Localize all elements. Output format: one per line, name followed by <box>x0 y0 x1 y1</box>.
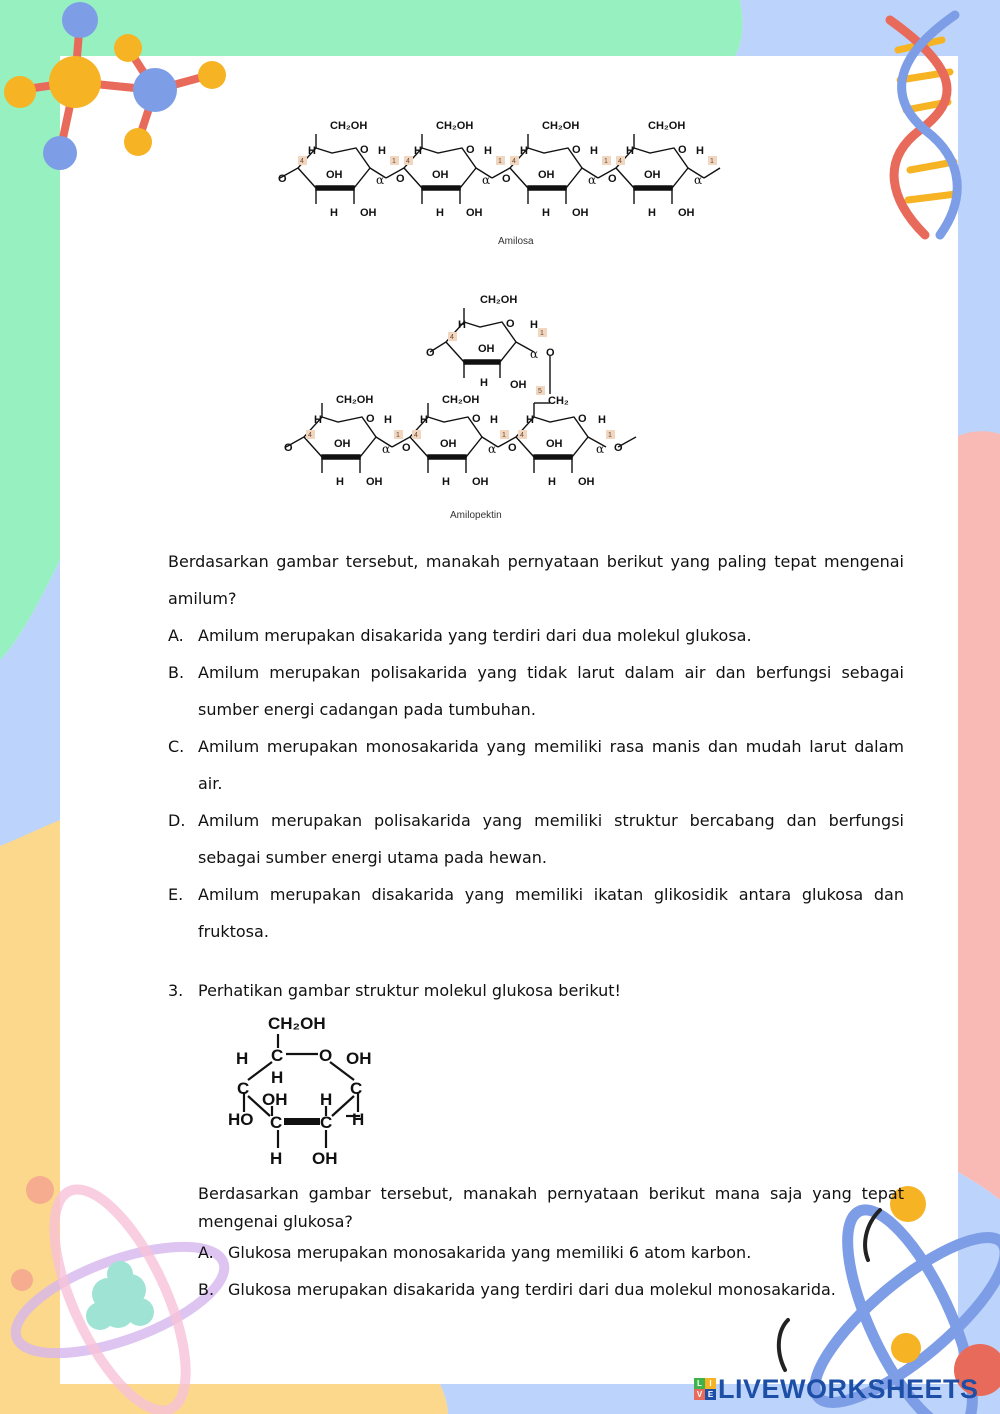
option-label: E. <box>168 885 184 904</box>
option-a[interactable] <box>198 1234 904 1271</box>
svg-text:O: O <box>572 144 581 156</box>
option-label: D. <box>168 811 186 830</box>
svg-text:O: O <box>472 413 481 425</box>
svg-text:CH₂OH: CH₂OH <box>480 294 518 306</box>
svg-text:1: 1 <box>502 432 506 439</box>
svg-text:OH: OH <box>644 169 661 181</box>
svg-text:O: O <box>508 442 517 454</box>
svg-text:α: α <box>588 173 597 187</box>
option-c[interactable] <box>168 728 904 802</box>
option-text: Glukosa merupakan monosakarida yang memiliki 6 atom karbon. <box>228 1243 752 1262</box>
svg-text:1: 1 <box>540 330 544 337</box>
svg-text:O: O <box>466 144 475 156</box>
svg-text:O: O <box>319 1046 333 1065</box>
svg-text:H: H <box>378 145 386 157</box>
option-a[interactable] <box>168 617 904 654</box>
question-2-options <box>168 617 904 950</box>
amilopektin-structure-diagram <box>272 282 652 528</box>
option-b[interactable] <box>168 654 904 728</box>
svg-text:α: α <box>482 173 491 187</box>
question-3 <box>168 974 904 1008</box>
svg-text:O: O <box>396 173 405 185</box>
option-label: B. <box>168 663 185 682</box>
svg-text:H: H <box>420 414 428 426</box>
svg-text:CH₂OH: CH₂OH <box>436 120 474 132</box>
svg-text:O: O <box>278 173 287 185</box>
svg-text:OH: OH <box>578 476 595 488</box>
svg-text:H: H <box>336 476 344 488</box>
svg-text:H: H <box>598 414 606 426</box>
svg-text:H: H <box>236 1049 249 1068</box>
svg-text:C: C <box>320 1113 333 1132</box>
option-label: C. <box>168 737 185 756</box>
svg-text:H: H <box>696 145 704 157</box>
svg-text:OH: OH <box>432 169 449 181</box>
svg-text:H: H <box>308 145 316 157</box>
svg-text:H: H <box>320 1090 333 1109</box>
option-text: Amilum merupakan polisakarida yang tidak larut dalam air dan berfungsi sebagai sumber energi cadangan pada tumbuhan. <box>198 663 904 719</box>
option-text: Amilum merupakan monosakarida yang memiliki rasa manis dan mudah larut dalam air. <box>198 737 904 793</box>
svg-text:OH: OH <box>440 438 457 450</box>
svg-text:OH: OH <box>360 207 377 219</box>
dna-icon <box>870 10 980 240</box>
amilopektin-figure <box>272 282 652 528</box>
svg-text:O: O <box>678 144 687 156</box>
svg-text:OH: OH <box>262 1090 288 1109</box>
svg-text:H: H <box>484 145 492 157</box>
question-3-stem: Berdasarkan gambar tersebut, manakah pernyataan berikut mana saja yang tepat mengenai glukosa? <box>198 1184 904 1231</box>
svg-text:H: H <box>648 207 656 219</box>
svg-text:4: 4 <box>300 158 304 165</box>
svg-text:H: H <box>542 207 550 219</box>
question-3-options <box>198 1234 904 1308</box>
svg-text:1: 1 <box>604 158 608 165</box>
amilosa-structure-diagram <box>258 96 756 260</box>
svg-text:α: α <box>694 173 703 187</box>
svg-text:α: α <box>596 442 605 456</box>
svg-text:O: O <box>506 318 515 330</box>
liveworksheets-logo[interactable] <box>694 1372 979 1406</box>
svg-text:OH: OH <box>334 438 351 450</box>
svg-text:H: H <box>384 414 392 426</box>
molecule-icon <box>0 0 240 180</box>
svg-text:OH: OH <box>478 343 495 355</box>
svg-text:4: 4 <box>512 158 516 165</box>
option-label: A. <box>198 1243 214 1262</box>
option-d[interactable] <box>168 802 904 876</box>
svg-text:H: H <box>548 476 556 488</box>
svg-text:CH₂: CH₂ <box>548 395 569 407</box>
svg-text:O: O <box>608 173 617 185</box>
amilosa-figure <box>258 96 756 260</box>
svg-text:OH: OH <box>678 207 695 219</box>
svg-text:OH: OH <box>472 476 489 488</box>
svg-text:H: H <box>590 145 598 157</box>
glukosa-structure-diagram <box>226 1008 384 1176</box>
svg-text:O: O <box>426 347 435 359</box>
option-text: Glukosa merupakan disakarida yang terdiri dari dua molekul monosakarida. <box>228 1280 836 1299</box>
svg-text:1: 1 <box>498 158 502 165</box>
svg-text:CH₂OH: CH₂OH <box>336 394 374 406</box>
svg-text:OH: OH <box>346 1049 372 1068</box>
svg-text:α: α <box>376 173 385 187</box>
svg-text:H: H <box>520 145 528 157</box>
svg-text:OH: OH <box>510 379 527 391</box>
svg-text:H: H <box>490 414 498 426</box>
svg-text:H: H <box>314 414 322 426</box>
svg-text:OH: OH <box>572 207 589 219</box>
svg-text:O: O <box>578 413 587 425</box>
amilopektin-caption: Amilopektin <box>450 510 502 521</box>
svg-text:OH: OH <box>466 207 483 219</box>
svg-text:H: H <box>436 207 444 219</box>
svg-text:O: O <box>360 144 369 156</box>
svg-text:1: 1 <box>392 158 396 165</box>
svg-text:OH: OH <box>312 1149 338 1168</box>
svg-text:C: C <box>350 1079 363 1098</box>
glukosa-figure <box>226 1008 384 1176</box>
svg-text:H: H <box>626 145 634 157</box>
svg-text:H: H <box>458 319 466 331</box>
svg-text:α: α <box>488 442 497 456</box>
svg-text:CH₂OH: CH₂OH <box>268 1014 326 1033</box>
question-number: 3. <box>168 981 184 1000</box>
svg-text:4: 4 <box>308 432 312 439</box>
option-label: A. <box>168 626 184 645</box>
svg-text:1: 1 <box>608 432 612 439</box>
logo-text: LIVEWORKSHEETS <box>718 1373 979 1404</box>
amilosa-caption: Amilosa <box>498 236 534 247</box>
svg-text:H: H <box>526 414 534 426</box>
svg-text:OH: OH <box>366 476 383 488</box>
svg-text:H: H <box>270 1149 283 1168</box>
svg-text:H: H <box>330 207 338 219</box>
svg-text:5: 5 <box>538 388 542 395</box>
svg-text:CH₂OH: CH₂OH <box>542 120 580 132</box>
question-3-title: Perhatikan gambar struktur molekul glukosa berikut! <box>198 981 621 1000</box>
svg-text:O: O <box>614 442 623 454</box>
svg-text:4: 4 <box>414 432 418 439</box>
svg-text:C: C <box>271 1046 284 1065</box>
svg-text:1: 1 <box>710 158 714 165</box>
svg-text:H: H <box>480 377 488 389</box>
svg-text:H: H <box>442 476 450 488</box>
svg-text:HO: HO <box>228 1110 254 1129</box>
svg-text:O: O <box>402 442 411 454</box>
option-text: Amilum merupakan polisakarida yang memiliki struktur bercabang dan berfungsi sebagai sumber energi utama pada hewan. <box>198 811 904 867</box>
svg-text:4: 4 <box>520 432 524 439</box>
svg-text:C: C <box>237 1079 250 1098</box>
option-text: Amilum merupakan disakarida yang memiliki ikatan glikosidik antara glukosa dan fruktosa. <box>198 885 904 941</box>
svg-text:H: H <box>352 1110 365 1129</box>
svg-text:O: O <box>546 347 555 359</box>
svg-text:OH: OH <box>538 169 555 181</box>
svg-text:4: 4 <box>406 158 410 165</box>
svg-text:OH: OH <box>546 438 563 450</box>
svg-text:α: α <box>530 347 539 361</box>
option-label: B. <box>198 1280 215 1299</box>
svg-text:α: α <box>382 442 391 456</box>
option-text: Amilum merupakan disakarida yang terdiri dari dua molekul glukosa. <box>198 626 752 645</box>
svg-text:C: C <box>270 1113 283 1132</box>
svg-text:H: H <box>530 319 538 331</box>
svg-text:1: 1 <box>396 432 400 439</box>
svg-text:CH₂OH: CH₂OH <box>330 120 368 132</box>
svg-text:O: O <box>502 173 511 185</box>
svg-text:OH: OH <box>326 169 343 181</box>
logo-mark-icon: L I V E <box>694 1378 716 1400</box>
svg-text:CH₂OH: CH₂OH <box>648 120 686 132</box>
option-b[interactable] <box>198 1271 904 1308</box>
question-2-stem: Berdasarkan gambar tersebut, manakah pernyataan berikut yang paling tepat mengenai amilum? <box>168 552 904 608</box>
svg-text:O: O <box>366 413 375 425</box>
svg-text:H: H <box>271 1068 284 1087</box>
option-e[interactable] <box>168 876 904 950</box>
svg-text:4: 4 <box>450 334 454 341</box>
svg-text:4: 4 <box>618 158 622 165</box>
svg-text:CH₂OH: CH₂OH <box>442 394 480 406</box>
svg-text:H: H <box>414 145 422 157</box>
svg-text:O: O <box>284 442 293 454</box>
